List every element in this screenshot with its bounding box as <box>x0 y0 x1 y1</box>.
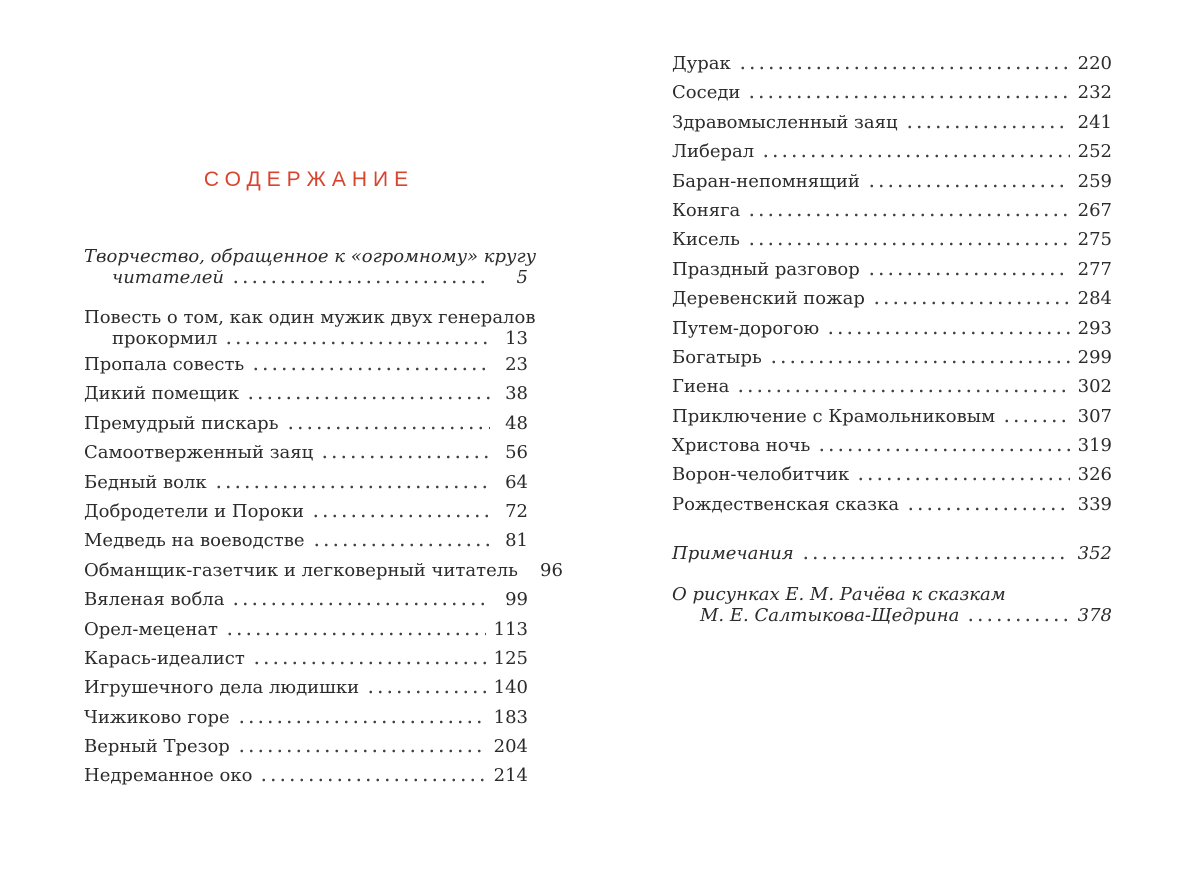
toc-entry-page: 220 <box>1077 53 1112 74</box>
toc-entry-row <box>84 267 528 288</box>
toc-entry-title: Пропала совесть <box>84 354 245 375</box>
toc-entry-page: 252 <box>1077 141 1112 163</box>
toc-entry-page: 259 <box>1077 170 1112 192</box>
toc-entry-page: 302 <box>1077 376 1112 398</box>
toc-entry-title: Приключение с Крамольниковым <box>672 405 996 427</box>
toc-entry-page: 326 <box>1077 464 1112 486</box>
leader-dots <box>366 673 485 702</box>
toc-entry-title: Гиена <box>672 376 730 398</box>
toc-entry-line1: О рисунках Е. М. Рачёва к сказкам <box>672 584 1006 605</box>
toc-entry-row <box>84 673 528 702</box>
toc-entry-page: 204 <box>493 736 528 758</box>
toc-entry-title: Баран-непомнящий <box>672 170 860 192</box>
toc-entry-row <box>672 167 1112 196</box>
toc-entry-row <box>84 703 528 732</box>
leader-dots <box>747 225 1070 254</box>
leader-dots <box>738 49 1070 78</box>
leader-dots <box>761 137 1069 166</box>
leader-dots <box>251 350 490 379</box>
toc-notes-entry <box>672 539 1112 568</box>
toc-entry-title: Примечания <box>672 543 794 564</box>
toc-entry-title: Орел-меценат <box>84 618 219 640</box>
toc-entry-page: 267 <box>1077 199 1112 221</box>
toc-entry-title: Медведь на воеводстве <box>84 530 305 552</box>
toc-list-right <box>672 49 1112 519</box>
toc-entry-page: 64 <box>505 471 528 493</box>
toc-entry-page: 378 <box>1077 605 1112 626</box>
toc-entry-title: Ворон-челобитчик <box>672 464 850 486</box>
toc-entry-row <box>84 615 528 644</box>
toc-entry-page: 319 <box>1077 435 1112 457</box>
toc-entry-row <box>84 497 528 526</box>
toc-entry-title: Праздный разговор <box>672 258 860 280</box>
toc-entry-page: 284 <box>1077 288 1112 310</box>
toc-page-title: СОДЕРЖАНИЕ <box>203 168 415 191</box>
leader-dots <box>237 732 486 761</box>
toc-entry-row <box>672 605 1112 626</box>
toc-twoline-entry <box>84 307 536 349</box>
toc-entry-title: Здравомысленный заяц <box>672 111 898 133</box>
toc-entry-page: 339 <box>1077 493 1112 515</box>
leader-dots <box>231 585 490 614</box>
toc-entry-title: Деревенский пожар <box>672 288 865 310</box>
toc-entry-line2: М. Е. Салтыкова-Щедрина <box>700 605 960 626</box>
toc-entry-row <box>672 372 1112 401</box>
toc-entry-row <box>672 196 1112 225</box>
toc-entry-page: 183 <box>493 706 528 728</box>
toc-entry-row <box>672 225 1112 254</box>
leader-dots <box>214 468 490 497</box>
toc-entry-line1: Творчество, обращенное к «огромному» кругу <box>84 246 537 267</box>
leader-dots <box>320 438 490 467</box>
toc-entry-page: 113 <box>493 618 528 640</box>
toc-entry-row <box>84 379 528 408</box>
leader-dots <box>736 372 1069 401</box>
toc-entry-row <box>672 314 1112 343</box>
leader-dots <box>905 108 1070 137</box>
toc-entry-title: Премудрый пискарь <box>84 412 279 434</box>
toc-entry-page: 140 <box>493 677 528 699</box>
toc-entry-page: 352 <box>1077 543 1112 564</box>
leader-dots <box>906 490 1070 519</box>
toc-entry-row <box>84 468 528 497</box>
toc-entry-row <box>672 460 1112 489</box>
leader-dots <box>801 539 1070 568</box>
toc-entry-title: Путем-дорогою <box>672 317 820 339</box>
toc-entry-row <box>84 585 528 614</box>
leader-dots <box>225 615 486 644</box>
toc-entry-page: 125 <box>493 647 528 669</box>
leader-dots <box>312 526 490 555</box>
toc-entry-title: Вяленая вобла <box>84 589 225 611</box>
toc-entry-page: 232 <box>1077 82 1112 104</box>
toc-entry-row <box>672 137 1112 166</box>
leader-dots <box>826 314 1069 343</box>
toc-entry-row <box>84 644 528 673</box>
toc-entry-row <box>84 556 563 585</box>
toc-entry-page: 23 <box>505 354 528 375</box>
toc-entry-title: Дурак <box>672 53 731 74</box>
leader-dots <box>311 497 490 526</box>
leader-dots <box>867 255 1070 284</box>
toc-entry-page: 56 <box>505 442 528 464</box>
toc-entry-page: 13 <box>505 328 528 349</box>
leader-dots <box>246 379 490 408</box>
leader-dots <box>867 167 1070 196</box>
toc-entry-row <box>672 108 1112 137</box>
toc-entry-row <box>672 78 1112 107</box>
toc-entry-row <box>672 255 1112 284</box>
toc-entry-row <box>84 732 528 761</box>
toc-entry-row <box>672 431 1112 460</box>
toc-entry-row <box>84 761 528 790</box>
toc-entry-title: Верный Трезор <box>84 736 230 758</box>
toc-entry-row <box>84 350 528 379</box>
toc-entry-title: Коняга <box>672 199 741 221</box>
toc-entry-title: Самоотверженный заяц <box>84 442 314 464</box>
leader-dots <box>856 460 1069 489</box>
toc-intro-entry <box>84 246 537 288</box>
leader-dots <box>231 267 490 288</box>
toc-entry-page: 277 <box>1077 258 1112 280</box>
toc-entry-title: Недреманное око <box>84 765 253 787</box>
toc-entry-page: 293 <box>1077 317 1112 339</box>
leader-dots <box>817 431 1069 460</box>
toc-entry-page: 307 <box>1077 405 1112 427</box>
leader-dots <box>769 343 1070 372</box>
leader-dots <box>747 196 1069 225</box>
toc-entry-title: Кисель <box>672 229 740 251</box>
leader-dots <box>966 605 1069 626</box>
toc-entry-page: 38 <box>505 383 528 405</box>
toc-entry-page: 72 <box>505 500 528 522</box>
toc-entry-row <box>84 328 528 349</box>
toc-entry-row <box>84 526 528 555</box>
toc-entry-page: 241 <box>1077 111 1112 133</box>
leader-dots <box>237 703 486 732</box>
toc-entry-line2: читателей <box>112 267 225 288</box>
toc-entry-title: Либерал <box>672 141 755 163</box>
toc-entry-page: 5 <box>516 267 528 288</box>
toc-entry-page: 214 <box>493 765 528 787</box>
toc-entry-title: Богатырь <box>672 346 762 368</box>
toc-entry-row <box>672 490 1112 519</box>
leader-dots <box>747 78 1069 107</box>
toc-entry-row <box>84 438 528 467</box>
toc-entry-title: Бедный волк <box>84 471 207 493</box>
toc-entry-line1: Повесть о том, как один мужик двух генералов <box>84 307 536 328</box>
toc-entry-page: 275 <box>1077 229 1112 251</box>
toc-about-entry <box>672 584 1112 626</box>
toc-entry-row <box>672 284 1112 313</box>
toc-entry-title: Дикий помещик <box>84 383 240 405</box>
toc-entry-line2: прокормил <box>112 328 218 349</box>
toc-entry-page: 48 <box>505 412 528 434</box>
toc-entry-row <box>84 409 528 438</box>
toc-entry-row <box>672 402 1112 431</box>
toc-entry-title: Игрушечного дела людишки <box>84 677 360 699</box>
toc-entry-title: Рождественская сказка <box>672 493 900 515</box>
toc-entry-page: 99 <box>505 589 528 611</box>
leader-dots <box>286 409 491 438</box>
leader-dots <box>1002 402 1070 431</box>
toc-entry-title: Соседи <box>672 82 741 104</box>
leader-dots <box>224 328 490 349</box>
toc-entry-title: Обманщик-газетчик и легковерный читатель <box>84 559 518 581</box>
toc-entry-title: Добродетели и Пороки <box>84 500 305 522</box>
leader-dots <box>259 761 485 790</box>
toc-entry-row <box>672 49 1112 78</box>
toc-list-left <box>84 350 563 791</box>
toc-entry-page: 96 <box>540 559 563 581</box>
toc-entry-page: 81 <box>505 530 528 552</box>
toc-entry-title: Карась-идеалист <box>84 647 245 669</box>
toc-entry-title: Христова ночь <box>672 435 811 457</box>
leader-dots <box>872 284 1070 313</box>
toc-entry-row <box>672 343 1112 372</box>
leader-dots <box>252 644 486 673</box>
toc-entry-title: Чижиково горе <box>84 706 230 728</box>
toc-entry-page: 299 <box>1077 346 1112 368</box>
